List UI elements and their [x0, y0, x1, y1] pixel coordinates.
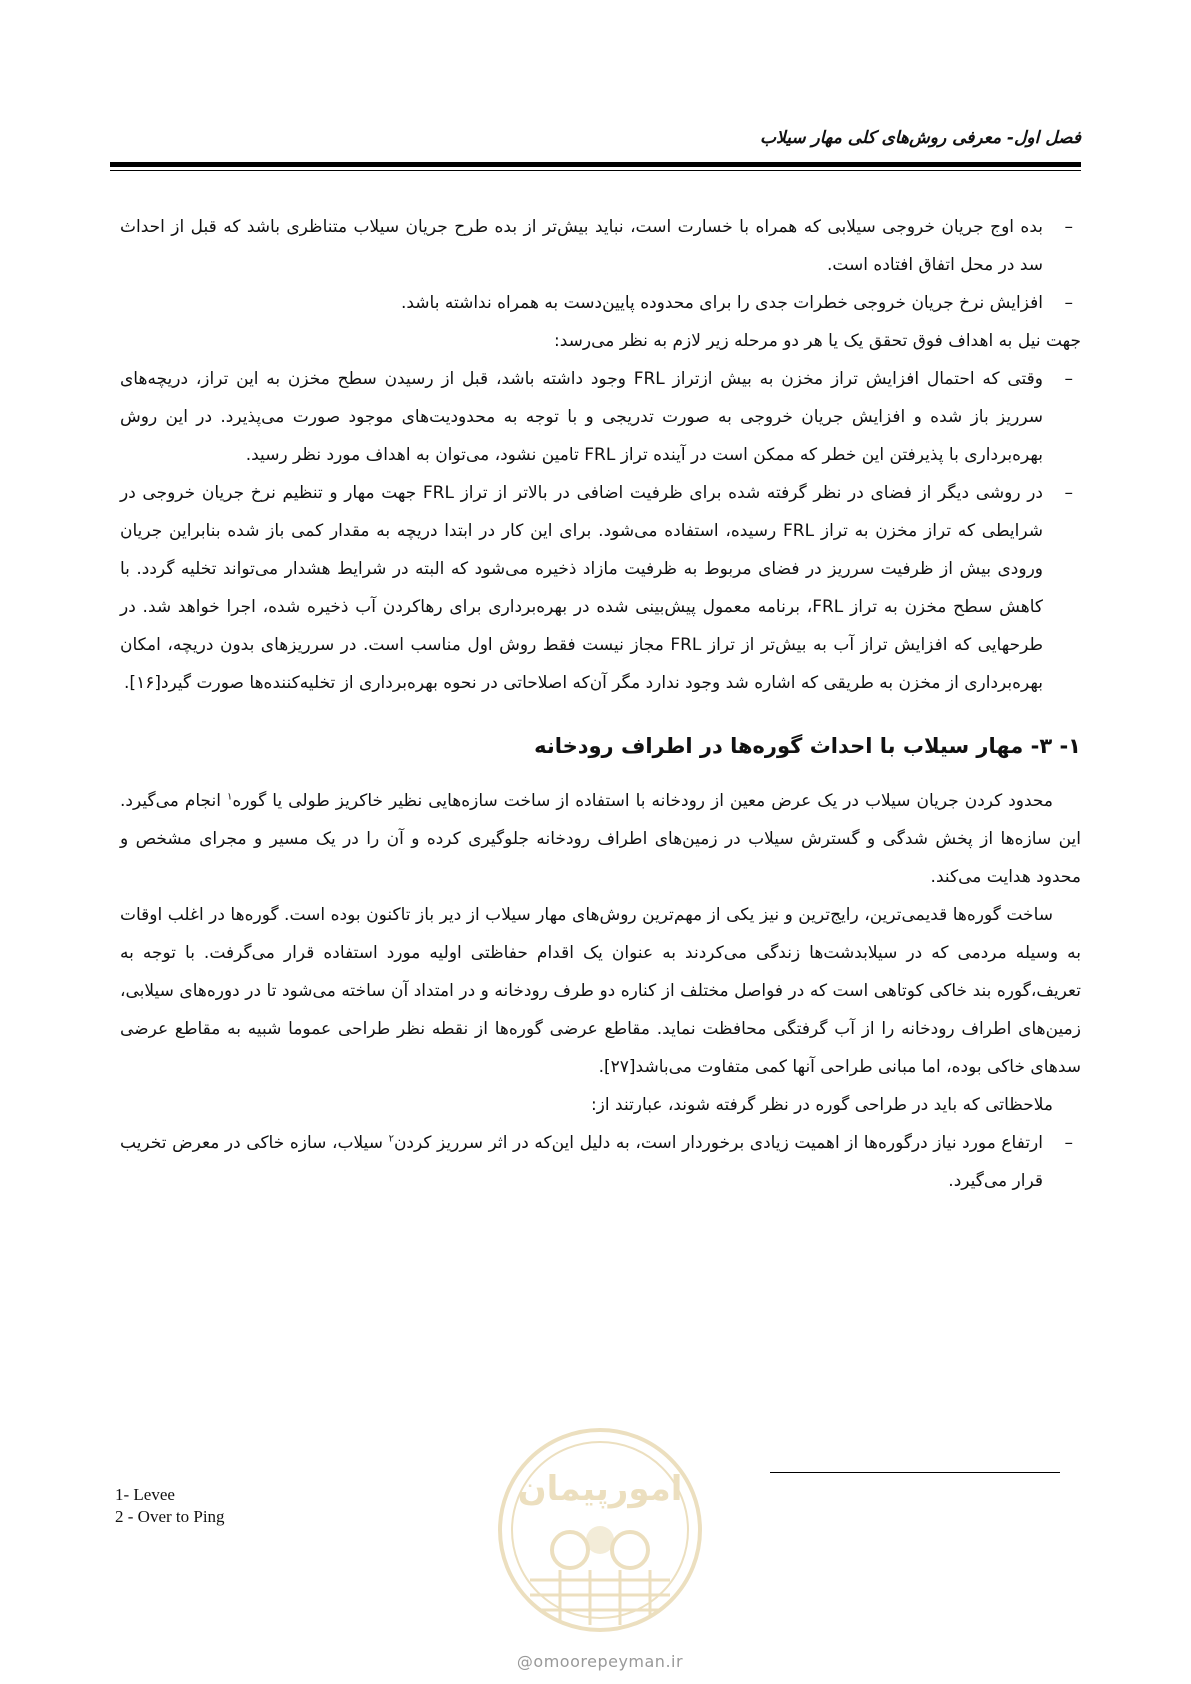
watermark-logo-text: امورپیمان: [517, 1469, 683, 1509]
dash-marker: –: [1064, 293, 1073, 313]
bullet-text: سیلاب، سازه خاکی در معرض تخریب قرار می‌گیرد.: [120, 1133, 1043, 1191]
footnotes: [115, 1484, 225, 1528]
footnote-ref: ۲: [388, 1133, 394, 1145]
dash-marker: –: [1064, 483, 1073, 503]
bullet-text: در روشی دیگر از فضای در نظر گرفته شده برای ظرفیت اضافی در بالاتر از تراز FRL جهت مهار و تنظیم نرخ جریان خروجی در شرایطی که تراز مخزن به تراز FRL رسیده، استفاده می‌شود. برای این کار در ابتدا دریچه به مقدار کمی باز شده بنابراین جریان ورودی بیش از ظرفیت سرریز در فضای مربوط به ظرفیت مازاد ذخیره می‌شود که البته در شرایط هشدار می‌تواند تخلیه گردد. با کاهش سطح مخزن به تراز FRL، برنامه معمول پیش‌بینی شده در بهره‌برداری برای رهاکردن آب ذخیره شده، اجرا خواهد شد. در طرحهایی که افزایش تراز آب به بیش‌تر از تراز FRL مجاز نیست فقط روش اول مناسب است. در سرریزهای بدون دریچه، امکان بهره‌برداری از مخزن به طریقی که اشاره شد وجود ندارد مگر آن‌که اصلاحاتی در نحوه بهره‌برداری از تخلیه‌کننده‌ها صورت گیرد[۱۶].: [120, 483, 1044, 693]
bullet-text: ارتفاع مورد نیاز درگوره‌ها از اهمیت زیادی برخوردار است، به دلیل این‌که در اثر سرریز کردن: [393, 1133, 1043, 1153]
watermark-url: @omoorepeyman.ir: [516, 1652, 684, 1671]
bullet-item: [120, 1124, 1081, 1200]
bullet-item: [120, 360, 1081, 474]
footnote-ref: ۱: [226, 791, 233, 803]
bullet-item: [120, 474, 1081, 702]
header-rule-thick: [110, 162, 1081, 167]
running-header: فصل اول- معرفی روش‌های کلی مهار سیلاب: [760, 128, 1081, 148]
paragraph-text: محدود کردن جریان سیلاب در یک عرض معین از رودخانه با استفاده از ساخت سازه‌هایی نظیر خاکریز طولی یا گوره: [232, 791, 1053, 811]
bullet-text: بده اوج جریان خروجی سیلابی که همراه با خسارت است، نباید بیش‌تر از بده طرح جریان سیلاب متناظری باشد که قبل از احداث سد در محل اتفاق افتاده است.: [120, 217, 1043, 275]
body-paragraph: ساخت گوره‌ها قدیمی‌ترین، رایج‌ترین و نیز یکی از مهم‌ترین روش‌های مهار سیلاب از دیر باز تاکنون بوده است. گوره‌ها در اغلب اوقات به وسیله مردمی که در سیلابدشت‌ها زندگی می‌کردند به عنوان یک اقدام حفاظتی اولیه مورد استفاده قرار می‌گرفت. با توجه به تعریف،گوره بند خاکی کوتاهی است که در فواصل مختلف از کناره دو طرف رودخانه و در امتداد آن ساخته می‌شود تا در دوره‌های سیلابی، زمین‌های اطراف رودخانه را از آب گرفتگی محافظت نماید. مقاطع عرضی گوره‌ها از نقطه نظر طراحی عموما شبیه به مقاطع عرضی سدهای خاکی بوده، اما مبانی طراحی آنها کمی متفاوت می‌باشد[۲۷].: [120, 905, 1081, 1077]
bullet-text: افزایش نرخ جریان خروجی خطرات جدی را برای محدوده پایین‌دست به همراه نداشته باشد.: [400, 293, 1043, 313]
lead-paragraph: جهت نیل به اهداف فوق تحقق یک یا هر دو مرحله زیر لازم به نظر می‌رسد:: [554, 331, 1081, 351]
footnote-1: 1- Levee: [115, 1485, 175, 1504]
watermark-logo-icon: [490, 1420, 710, 1650]
dash-marker: –: [1064, 1133, 1073, 1153]
body-paragraph: [120, 782, 1081, 896]
body-paragraph: ملاحظاتی که باید در طراحی گوره در نظر گرفته شوند، عبارتند از:: [590, 1095, 1053, 1115]
bullet-item: [120, 284, 1081, 322]
header-rule-thin: [110, 170, 1081, 171]
footnote-2: 2 - Over to Ping: [115, 1507, 225, 1526]
bullet-item: [120, 208, 1081, 284]
bullet-text: وقتی که احتمال افزایش تراز مخزن به بیش ازتراز FRL وجود داشته باشد، قبل از رسیدن سطح مخزن به این تراز، دریچه‌های سرریز باز شده و افزایش جریان خروجی به صورت تدریجی و با توجه به محدودیت‌های موجود صورت می‌پذیرد. در این روش بهره‌برداری با پذیرفتن این خطر که ممکن است در آینده تراز FRL تامین نشود، می‌توان به اهداف مورد نظر رسید.: [120, 369, 1044, 465]
dash-marker: –: [1064, 217, 1073, 237]
dash-marker: –: [1064, 369, 1073, 389]
section-heading: ۱- ۳- مهار سیلاب با احداث گوره‌ها در اطراف رودخانه: [534, 734, 1081, 758]
paragraph-text: انجام می‌گیرد. این سازه‌ها از پخش شدگی و گسترش سیلاب در زمین‌های اطراف رودخانه جلوگیری کرده و آن را در یک مسیر و مجرای مشخص و محدود هدایت می‌کند.: [120, 791, 1081, 887]
main-content: [120, 208, 1081, 1200]
footnote-rule: [770, 1472, 1060, 1473]
